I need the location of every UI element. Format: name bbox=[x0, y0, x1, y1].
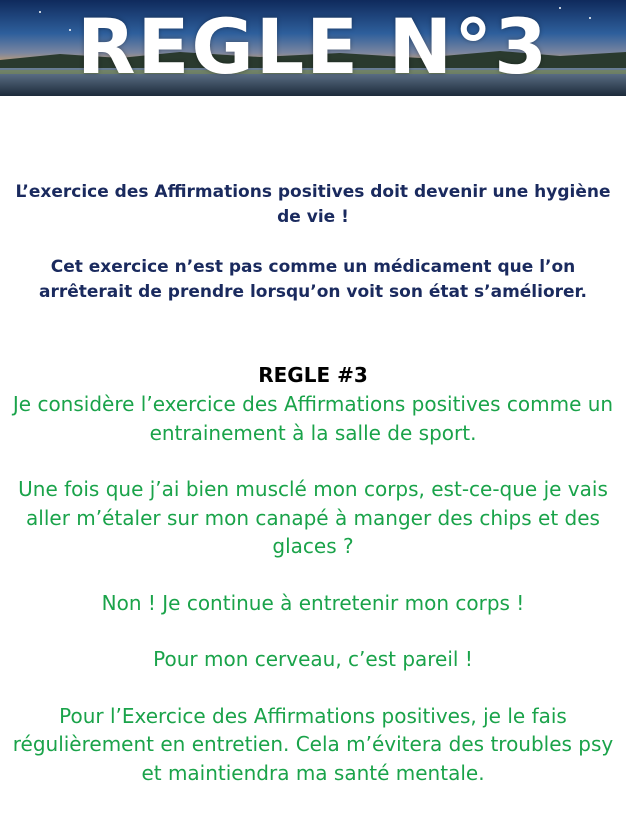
intro-section bbox=[8, 180, 618, 305]
header-banner bbox=[0, 0, 626, 96]
intro-paragraph: L’exercice des Affirmations positives doit devenir une hygiène de vie ! bbox=[15, 182, 611, 227]
main-content bbox=[0, 180, 626, 787]
intro-paragraph: Cet exercice n’est pas comme un médicament que l’on arrêterait de prendre lorsqu’on voit son état s’améliorer. bbox=[39, 257, 587, 302]
rule-paragraph: Pour mon cerveau, c’est pareil ! bbox=[153, 647, 473, 671]
rule-paragraph: Pour l’Exercice des Affirmations positives, je le fais régulièrement en entretien. Cela m’évitera des troubles psy et maintiendra ma santé mentale. bbox=[12, 703, 614, 785]
rule-paragraph: Je considère l’exercice des Affirmations positives comme un entrainement à la salle de sport. bbox=[12, 392, 614, 445]
rule-paragraph: Une fois que j’ai bien musclé mon corps, est-ce-que je vais aller m’étaler sur mon canapé à manger des chips et des glaces ? bbox=[18, 477, 608, 558]
banner-title: REGLE N°3 bbox=[76, 2, 550, 91]
rule-paragraph: Non ! Je continue à entretenir mon corps ! bbox=[101, 590, 525, 615]
rule-section bbox=[6, 390, 620, 787]
rule-heading: REGLE #3 bbox=[258, 363, 368, 387]
